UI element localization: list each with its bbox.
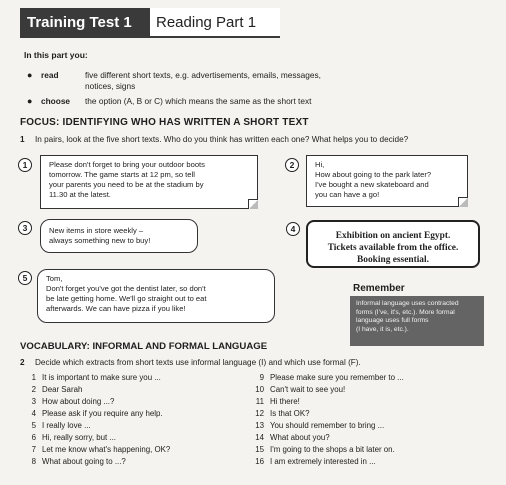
item-text: I really love ... <box>42 421 91 430</box>
item-number: 15 <box>255 445 264 454</box>
text-line: New items in store weekly – <box>49 226 144 235</box>
list-item <box>22 445 170 456</box>
vocab-list-right <box>250 373 490 473</box>
vocab-question <box>20 358 500 370</box>
list-item <box>250 445 395 456</box>
remember-line: language uses full forms <box>356 317 429 325</box>
remember-line: Informal language uses contracted <box>356 300 459 307</box>
text-line: always something new to buy! <box>49 236 151 245</box>
question-text: In pairs, look at the five short texts. Who do you think has written each one? What helps you to decide? <box>35 135 409 144</box>
intro-bullet-read <box>27 70 367 92</box>
bullet-desc <box>85 70 365 91</box>
text-line: you can have a go! <box>315 190 380 199</box>
list-item <box>22 397 114 408</box>
text-line: Exhibition on ancient Egypt. <box>335 231 451 241</box>
text-box-4 <box>306 220 480 268</box>
item-text: How about doing ...? <box>42 397 115 406</box>
part-title: Reading Part 1 <box>150 8 280 38</box>
item-number: 7 <box>31 445 36 454</box>
item-number: 10 <box>255 385 264 394</box>
remember-box <box>350 296 484 346</box>
list-item <box>250 433 330 444</box>
list-item <box>22 433 116 444</box>
item-number: 2 <box>31 385 36 394</box>
focus-question <box>20 135 500 147</box>
text-box-5 <box>37 269 275 323</box>
item-text: I am extremely interested in ... <box>270 457 376 466</box>
text-line: Please don't forget to bring your outdoor boots <box>49 160 205 169</box>
text-box-2 <box>306 155 468 207</box>
item-number: 13 <box>255 421 264 430</box>
item-text: You should remember to bring ... <box>270 421 385 430</box>
bullet-desc <box>85 96 365 107</box>
intro-title: In this part you: <box>24 50 88 60</box>
list-item <box>22 457 126 468</box>
desc-line: notices, signs <box>85 80 136 91</box>
intro-bullet-choose <box>27 96 367 108</box>
item-text: It is important to make sure you ... <box>42 373 161 382</box>
page-fold-icon <box>458 197 468 207</box>
text-line: I've bought a new skateboard and <box>315 180 429 189</box>
text-line: your parents you need to be at the stadium by <box>49 180 204 189</box>
text-line: Tom, <box>46 274 63 283</box>
item-text: Can't wait to see you! <box>270 385 346 394</box>
list-item <box>250 409 309 420</box>
page-fold-icon <box>248 199 258 209</box>
text-line: 11.30 at the latest. <box>49 190 111 199</box>
item-number: 1 <box>31 373 36 382</box>
text-number-1: 1 <box>18 158 32 172</box>
list-item <box>250 421 384 432</box>
question-number: 2 <box>20 358 25 367</box>
vocab-list-left <box>22 373 252 473</box>
bullet-icon: ● <box>27 96 33 106</box>
text-number-4: 4 <box>286 222 300 236</box>
desc-line: the option (A, B or C) which means the same as the short text <box>85 96 312 106</box>
text-line: How about going to the park later? <box>315 170 432 179</box>
item-text: Let me know what's happening, OK? <box>42 445 171 454</box>
desc-line: five different short texts, e.g. advertisements, emails, messages, <box>85 70 321 80</box>
list-item <box>22 421 91 432</box>
item-number: 6 <box>31 433 36 442</box>
item-text: Please make sure you remember to ... <box>270 373 404 382</box>
text-box-1 <box>40 155 258 209</box>
list-item <box>250 457 376 468</box>
list-item <box>22 409 163 420</box>
list-item <box>22 385 82 396</box>
list-item <box>22 373 161 384</box>
text-number-2: 2 <box>285 158 299 172</box>
item-number: 5 <box>31 421 36 430</box>
text-line: tomorrow. The game starts at 12 pm, so tell <box>49 170 195 179</box>
question-text: Decide which extracts from short texts use informal language (I) and which use formal (F). <box>35 358 361 367</box>
list-item <box>250 373 404 384</box>
item-number: 3 <box>31 397 36 406</box>
item-number: 14 <box>255 433 264 442</box>
text-line: be late getting home. We'll go straight out to eat <box>46 294 207 303</box>
text-line: Don't forget you've got the dentist later, so don't <box>46 284 206 293</box>
text-number-3: 3 <box>18 221 32 235</box>
remember-line: forms (I've, it's, etc.). More formal <box>356 308 455 316</box>
list-item <box>250 397 300 408</box>
item-text: What about you? <box>270 433 330 442</box>
text-number-5: 5 <box>18 271 32 285</box>
item-text: What about going to ...? <box>42 457 126 466</box>
item-text: I'm going to the shops a bit later on. <box>270 445 395 454</box>
item-number: 12 <box>255 409 264 418</box>
item-text: Hi there! <box>270 397 300 406</box>
text-line: afterwards. We can have pizza if you like! <box>46 304 186 313</box>
bullet-key: choose <box>41 96 71 106</box>
question-number: 1 <box>20 135 25 144</box>
item-text: Is that OK? <box>270 409 310 418</box>
text-line: Booking essential. <box>357 255 429 265</box>
focus-heading: FOCUS: IDENTIFYING WHO HAS WRITTEN A SHORT TEXT <box>20 117 309 128</box>
item-number: 9 <box>259 373 264 382</box>
text-line: Hi, <box>315 160 325 169</box>
bullet-key: read <box>41 70 59 80</box>
item-number: 11 <box>255 397 264 406</box>
text-box-3 <box>40 219 198 253</box>
test-title: Training Test 1 <box>20 8 150 38</box>
item-text: Hi, really sorry, but ... <box>42 433 116 442</box>
remember-line: (I have, it is, etc.). <box>356 325 409 333</box>
vocab-heading: VOCABULARY: INFORMAL AND FORMAL LANGUAGE <box>20 341 268 352</box>
text-line: Tickets available from the office. <box>327 243 459 253</box>
bullet-icon: ● <box>27 70 33 80</box>
item-text: Dear Sarah <box>42 385 83 394</box>
list-item <box>250 385 345 396</box>
item-number: 8 <box>31 457 36 466</box>
item-text: Please ask if you require any help. <box>42 409 163 418</box>
item-number: 16 <box>255 457 264 466</box>
item-number: 4 <box>31 409 36 418</box>
remember-title: Remember <box>353 283 405 294</box>
